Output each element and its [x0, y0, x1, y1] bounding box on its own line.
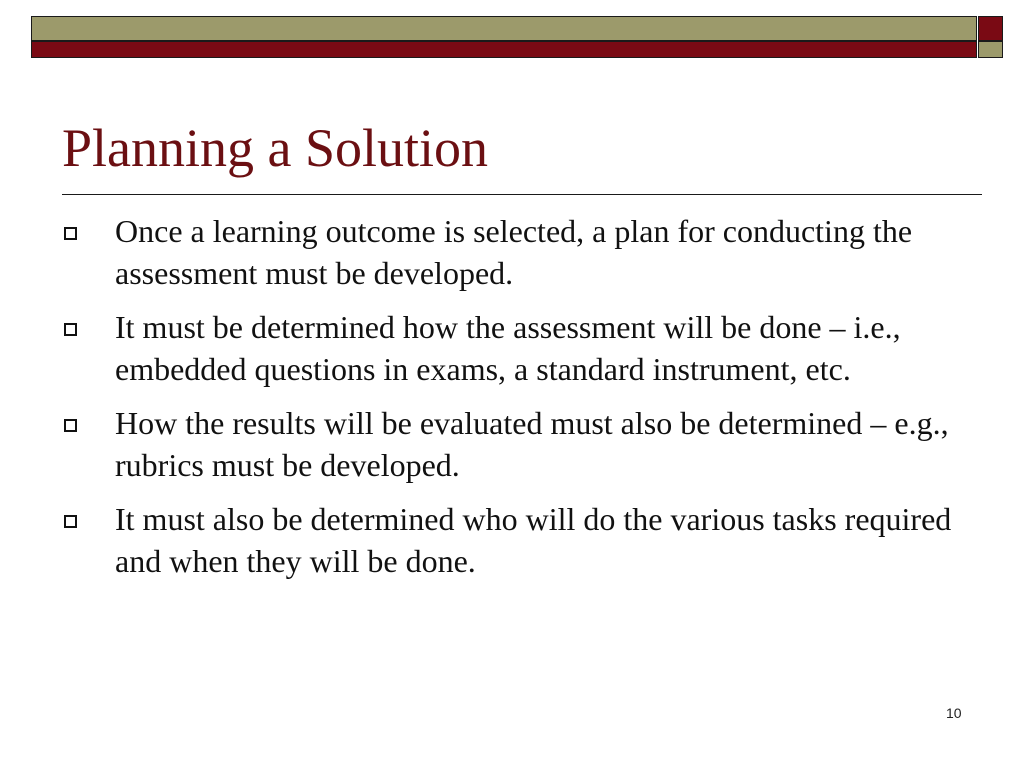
bullet-text: Once a learning outcome is selected, a plan for conducting the assessment must be developed.	[115, 213, 913, 291]
bullet-text: It must be determined how the assessment will be done – i.e., embedded questions in exams, a standard instrument, etc.	[115, 309, 901, 387]
hollow-square-icon	[64, 323, 77, 336]
hollow-square-icon	[64, 227, 77, 240]
header-maroon-square	[978, 16, 1003, 41]
hollow-square-icon	[64, 515, 77, 528]
title-divider	[62, 194, 982, 195]
page-number: 10	[946, 705, 962, 721]
slide-title: Planning a Solution	[62, 118, 489, 178]
bullet-list	[64, 210, 974, 594]
bullet-text: How the results will be evaluated must also be determined – e.g., rubrics must be developed.	[115, 405, 949, 483]
bullet-text: It must also be determined who will do the various tasks required and when they will be done.	[115, 501, 952, 579]
bullet-item	[64, 402, 974, 486]
bullet-item	[64, 306, 974, 390]
header-olive-bar	[31, 16, 977, 41]
bullet-item	[64, 210, 974, 294]
header-olive-square	[978, 41, 1003, 58]
header-maroon-bar	[31, 41, 977, 58]
bullet-item	[64, 498, 974, 582]
hollow-square-icon	[64, 419, 77, 432]
